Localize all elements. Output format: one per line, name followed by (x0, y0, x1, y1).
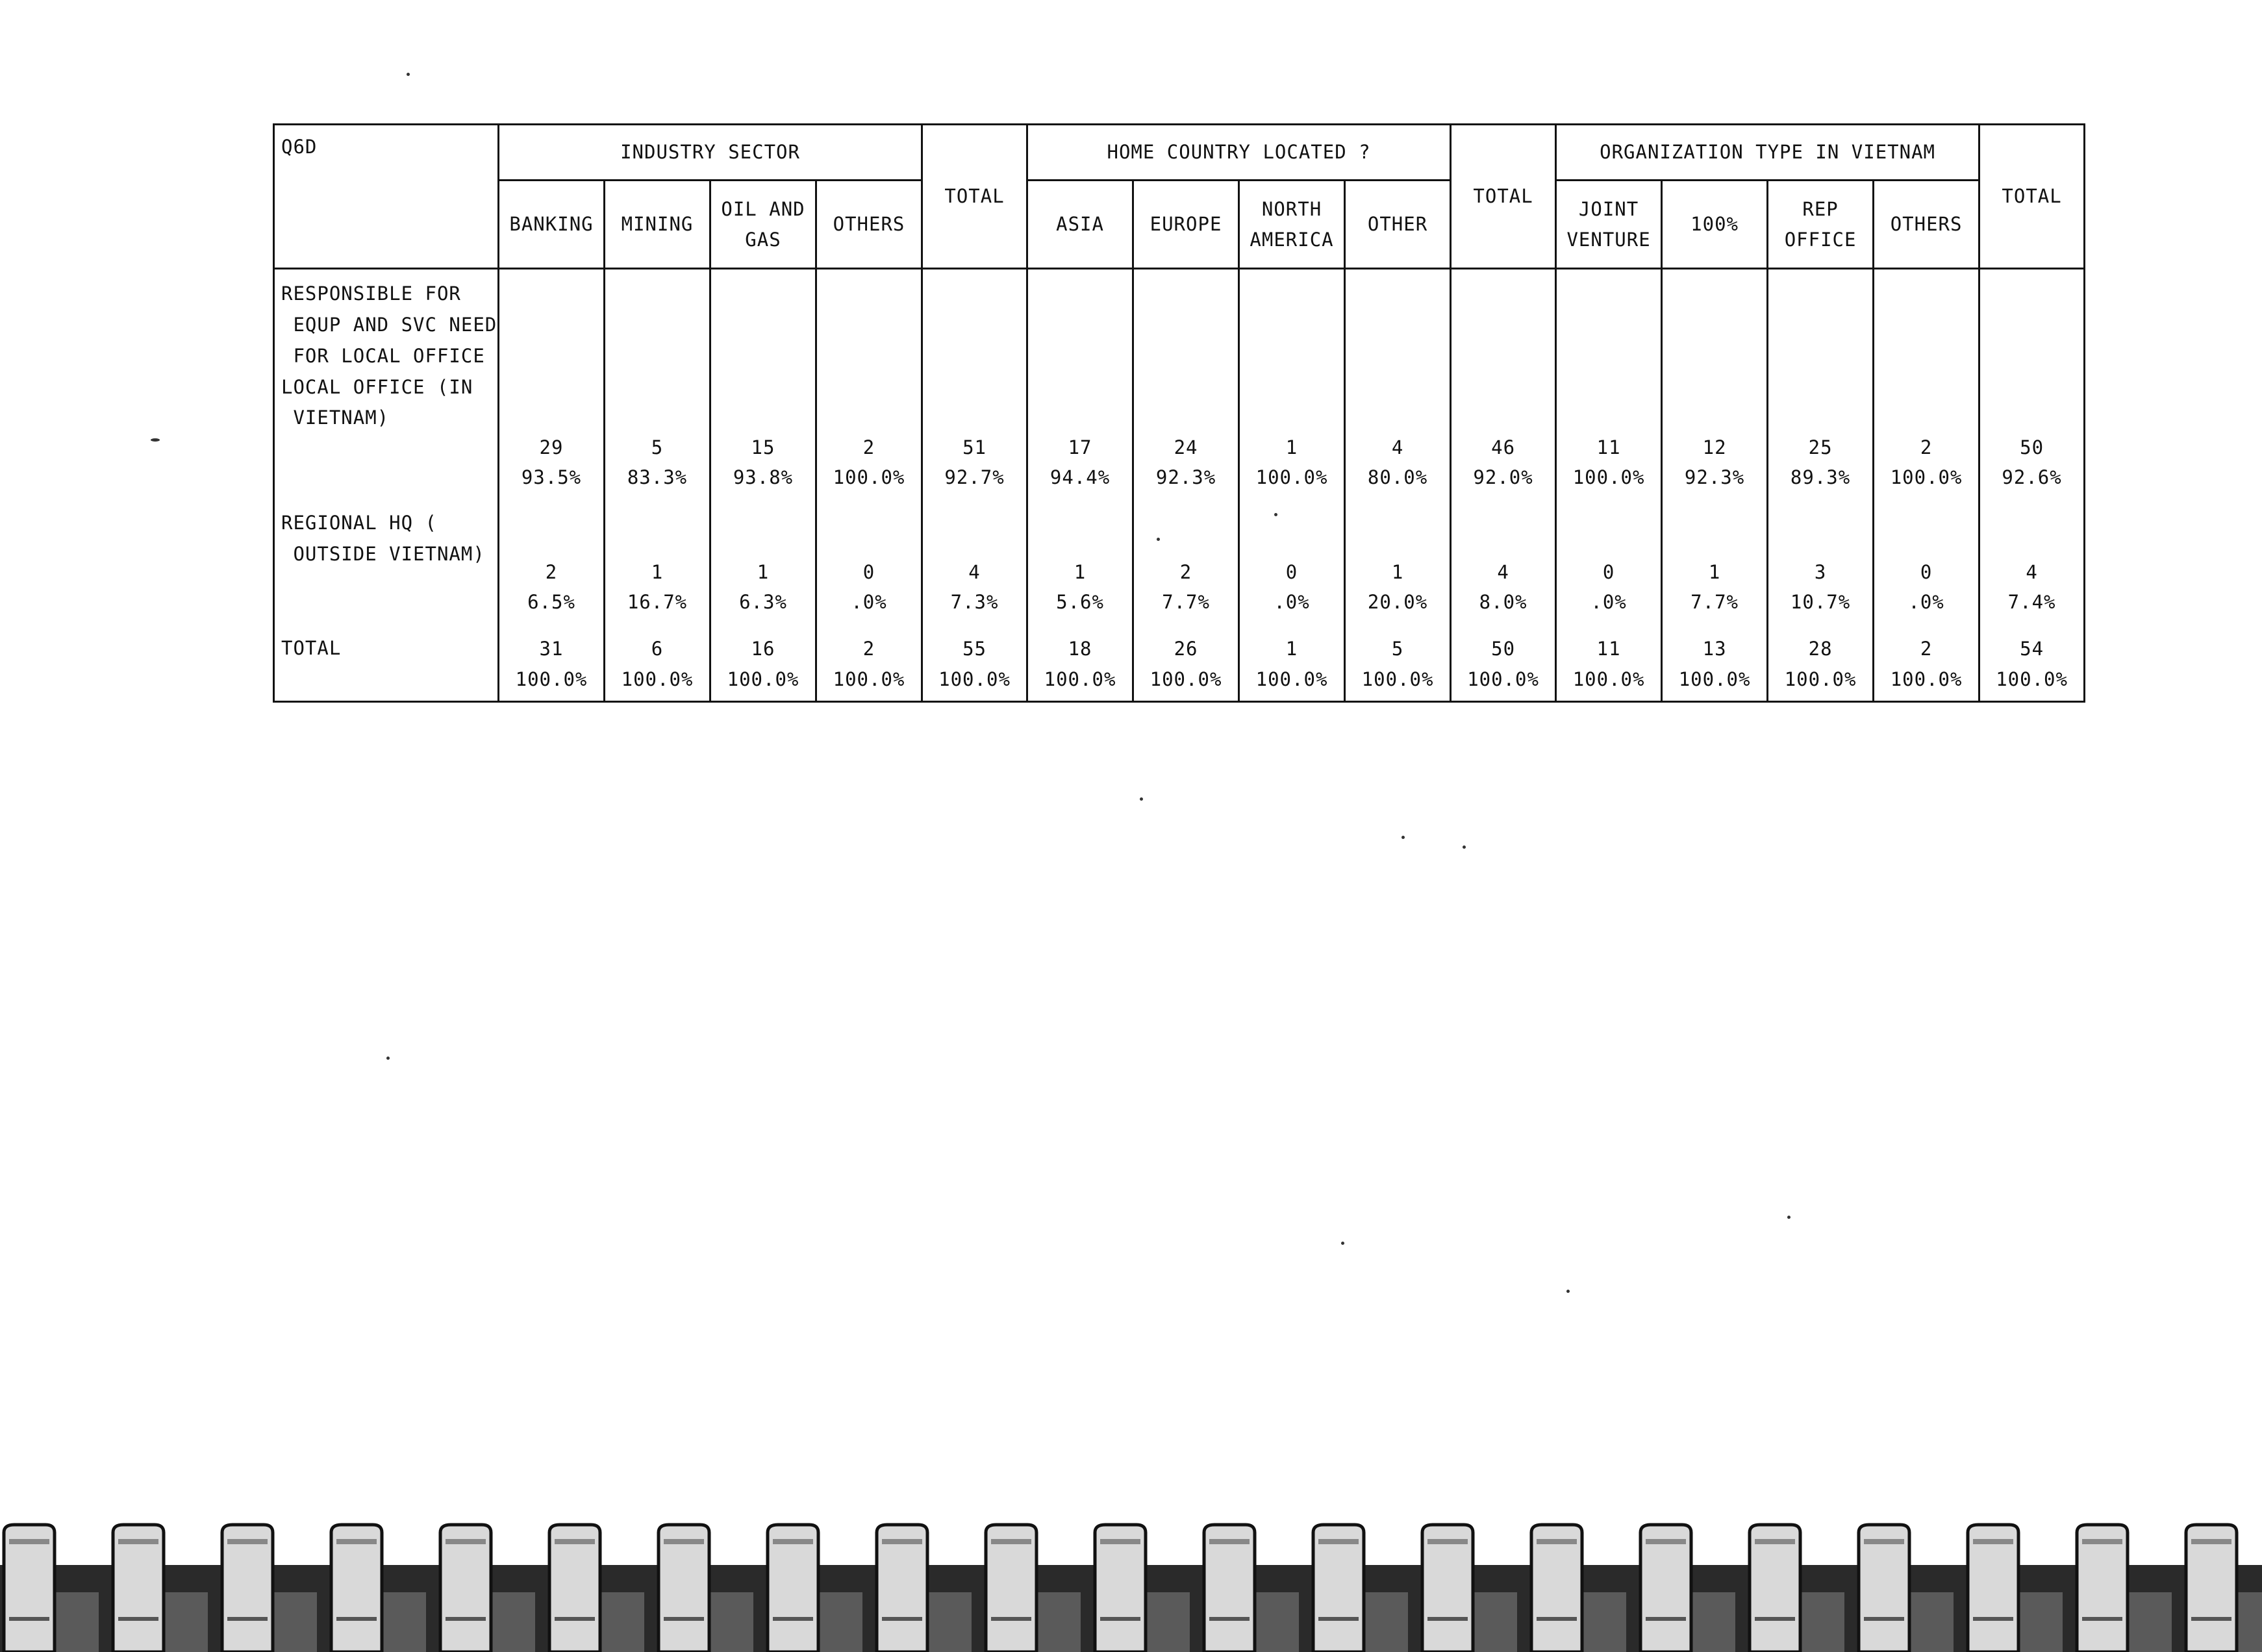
spiral-binding (0, 1520, 2262, 1652)
binding-ring-edge (1646, 1617, 1686, 1621)
binding-ring-edge (991, 1617, 1031, 1621)
data-cell (499, 624, 605, 702)
column-header-rep-office: REP OFFICE (1768, 181, 1874, 269)
binding-ring-edge (1318, 1617, 1359, 1621)
binding-ring-shadow (664, 1539, 704, 1544)
binding-ring-shadow (227, 1539, 268, 1544)
cell-count: 2 (545, 561, 558, 584)
row-label-line: REGIONAL HQ ( (281, 512, 437, 534)
cell-percent: 89.3% (1790, 466, 1851, 488)
data-cell (1027, 269, 1133, 499)
cell-count: 0 (862, 561, 875, 584)
binding-ring-shadow (2082, 1539, 2122, 1544)
binding-ring-edge (118, 1617, 158, 1621)
binding-ring-edge (1973, 1617, 2013, 1621)
data-cell (605, 269, 710, 499)
cell-percent: 100.0% (1890, 466, 1963, 488)
row-label-line: EQUP AND SVC NEED (281, 313, 497, 336)
data-cell (1133, 499, 1239, 624)
binding-ring-edge (1864, 1617, 1904, 1621)
cell-count: 50 (2020, 436, 2044, 458)
cell-percent: 100.0% (1572, 466, 1645, 488)
binding-ring-shadow (1537, 1539, 1577, 1544)
cell-percent: 92.6% (2002, 466, 2062, 488)
binding-ring-edge (882, 1617, 922, 1621)
group-header-industry-sector: INDUSTRY SECTOR (499, 125, 922, 181)
column-header-europe: EUROPE (1133, 181, 1239, 269)
binding-ring-edge (336, 1617, 377, 1621)
cell-percent: 10.7% (1790, 591, 1851, 614)
cell-percent: 100.0% (833, 466, 905, 488)
binding-hole (1908, 1592, 1954, 1652)
data-cell (1662, 624, 1768, 702)
cell-percent: 100.0% (1255, 466, 1328, 488)
binding-ring-shadow (1427, 1539, 1468, 1544)
binding-hole (1799, 1592, 1844, 1652)
data-cell (1979, 269, 2085, 499)
cell-count: 2 (862, 638, 875, 660)
cell-count: 55 (962, 638, 986, 660)
scan-speck (386, 1057, 390, 1060)
row-label-line: TOTAL (281, 636, 342, 659)
cell-percent: 92.7% (944, 466, 1005, 488)
cell-count: 5 (1391, 638, 1404, 660)
cell-percent: 100.0% (1255, 668, 1328, 690)
binding-ring-shadow (336, 1539, 377, 1544)
cell-percent: 100.0% (1572, 668, 1645, 690)
cell-percent: 100.0% (621, 668, 694, 690)
data-cell (1239, 624, 1345, 702)
cell-count: 3 (1814, 561, 1827, 584)
row-label (274, 499, 499, 624)
data-cell (922, 499, 1027, 624)
data-cell (499, 499, 605, 624)
cell-count: 4 (1391, 436, 1404, 458)
row-label-line: VIETNAM) (281, 407, 390, 429)
cell-count: 1 (1285, 638, 1298, 660)
row-label-line: FOR LOCAL OFFICE (281, 344, 485, 367)
binding-ring-edge (227, 1617, 268, 1621)
table-body (274, 269, 2085, 702)
group-header-organization-type: ORGANIZATION TYPE IN VIETNAM (1556, 125, 1979, 181)
binding-hole (271, 1592, 317, 1652)
binding-hole (53, 1592, 99, 1652)
binding-ring-shadow (1318, 1539, 1359, 1544)
cell-count: 6 (651, 638, 664, 660)
binding-hole (599, 1592, 644, 1652)
cell-count: 26 (1174, 638, 1198, 660)
data-cell (816, 269, 922, 499)
cell-count: 16 (751, 638, 775, 660)
data-cell (1133, 269, 1239, 499)
cell-percent: 7.7% (1162, 591, 1210, 614)
cell-percent: 100.0% (1996, 668, 2068, 690)
cell-percent: 100.0% (1044, 668, 1116, 690)
binding-ring-edge (1755, 1617, 1795, 1621)
cell-percent: .0% (1590, 591, 1627, 614)
binding-ring-edge (1209, 1617, 1250, 1621)
data-cell (816, 624, 922, 702)
data-cell (1556, 624, 1662, 702)
cell-percent: 100.0% (833, 668, 905, 690)
cell-count: 12 (1702, 436, 1727, 458)
data-cell (1345, 624, 1451, 702)
cell-count: 0 (1285, 561, 1298, 584)
binding-ring-edge (1100, 1617, 1140, 1621)
column-header-industry-others: OTHERS (816, 181, 922, 269)
data-cell (710, 499, 816, 624)
scan-speck (1341, 1242, 1344, 1245)
column-header-100-percent: 100% (1662, 181, 1768, 269)
cell-percent: 100.0% (515, 668, 588, 690)
cell-count: 25 (1808, 436, 1833, 458)
cell-percent: 100.0% (1678, 668, 1751, 690)
binding-ring-shadow (446, 1539, 486, 1544)
cell-count: 15 (751, 436, 775, 458)
binding-hole (1472, 1592, 1517, 1652)
cell-percent: .0% (1274, 591, 1310, 614)
binding-hole (708, 1592, 753, 1652)
data-cell (1874, 499, 1979, 624)
cell-count: 1 (1391, 561, 1404, 584)
column-header-country-other: OTHER (1345, 181, 1451, 269)
binding-hole (2235, 1592, 2262, 1652)
cell-percent: 100.0% (1890, 668, 1963, 690)
cell-count: 2 (1179, 561, 1192, 584)
binding-ring-edge (2191, 1617, 2231, 1621)
cell-count: 11 (1596, 436, 1621, 458)
binding-hole (162, 1592, 208, 1652)
total-header-home-country: TOTAL (1451, 125, 1556, 269)
cell-percent: .0% (1908, 591, 1944, 614)
scan-speck (1787, 1216, 1791, 1219)
binding-ring-shadow (555, 1539, 595, 1544)
column-header-org-others: OTHERS (1874, 181, 1979, 269)
cell-count: 4 (2026, 561, 2038, 584)
cell-count: 1 (1708, 561, 1721, 584)
cell-count: 28 (1808, 638, 1833, 660)
row-label (274, 269, 499, 499)
binding-ring-shadow (1864, 1539, 1904, 1544)
column-header-banking: BANKING (499, 181, 605, 269)
data-cell (922, 624, 1027, 702)
scan-speck (1140, 797, 1143, 801)
crosstab-table (273, 123, 2085, 703)
cell-count: 1 (651, 561, 664, 584)
cell-percent: 6.5% (527, 591, 575, 614)
cell-percent: 20.0% (1367, 591, 1428, 614)
data-cell (1345, 499, 1451, 624)
cell-percent: 93.5% (521, 466, 582, 488)
binding-hole (490, 1592, 535, 1652)
cell-percent: 93.8% (733, 466, 794, 488)
cell-count: 1 (1074, 561, 1087, 584)
data-cell (1979, 499, 2085, 624)
data-cell (1979, 624, 2085, 702)
cell-count: 18 (1068, 638, 1092, 660)
data-cell (1451, 269, 1556, 499)
total-header-organization-type: TOTAL (1979, 125, 2085, 269)
cell-count: 24 (1174, 436, 1198, 458)
binding-ring-edge (9, 1617, 49, 1621)
cell-percent: 100.0% (1467, 668, 1539, 690)
data-cell (1451, 624, 1556, 702)
data-cell (1662, 499, 1768, 624)
row-label-line: OUTSIDE VIETNAM) (281, 543, 485, 566)
cell-percent: 100.0% (727, 668, 799, 690)
data-cell (1768, 499, 1874, 624)
data-cell (1451, 499, 1556, 624)
data-cell (605, 624, 710, 702)
row-label-line: RESPONSIBLE FOR (281, 282, 461, 305)
binding-hole (2126, 1592, 2172, 1652)
binding-ring-shadow (1646, 1539, 1686, 1544)
cell-percent: 7.3% (950, 591, 999, 614)
binding-hole (1581, 1592, 1626, 1652)
cell-percent: 92.0% (1473, 466, 1533, 488)
cell-count: 46 (1491, 436, 1516, 458)
scan-speck (407, 73, 410, 76)
binding-ring-shadow (1209, 1539, 1250, 1544)
data-cell (710, 624, 816, 702)
cell-count: 50 (1491, 638, 1516, 660)
table-row (274, 269, 2085, 499)
total-header-industry: TOTAL (922, 125, 1027, 269)
cell-percent: 16.7% (627, 591, 688, 614)
column-header-oil-and-gas: OIL AND GAS (710, 181, 816, 269)
cell-percent: 92.3% (1155, 466, 1216, 488)
data-cell (1027, 499, 1133, 624)
cell-count: 1 (757, 561, 770, 584)
scan-speck (151, 438, 160, 442)
binding-hole (1035, 1592, 1081, 1652)
binding-ring-edge (1537, 1617, 1577, 1621)
cell-count: 0 (1602, 561, 1615, 584)
data-cell (1239, 499, 1345, 624)
cell-count: 2 (1920, 436, 1933, 458)
column-header-mining: MINING (605, 181, 710, 269)
data-cell (710, 269, 816, 499)
binding-ring-edge (664, 1617, 704, 1621)
cell-percent: 100.0% (938, 668, 1011, 690)
scan-speck (1274, 513, 1277, 516)
binding-ring-edge (2082, 1617, 2122, 1621)
data-cell (1239, 269, 1345, 499)
binding-ring-edge (1427, 1617, 1468, 1621)
data-cell (816, 499, 922, 624)
cell-count: 4 (968, 561, 981, 584)
data-cell (1133, 624, 1239, 702)
table-row (274, 624, 2085, 702)
scan-speck (1463, 845, 1466, 849)
cell-percent: 83.3% (627, 466, 688, 488)
cell-count: 13 (1702, 638, 1727, 660)
binding-ring-shadow (882, 1539, 922, 1544)
data-cell (1345, 269, 1451, 499)
binding-hole (1363, 1592, 1408, 1652)
column-header-joint-venture: JOINT VENTURE (1556, 181, 1662, 269)
cell-percent: 5.6% (1056, 591, 1104, 614)
binding-ring-shadow (773, 1539, 813, 1544)
data-cell (1027, 624, 1133, 702)
column-header-asia: ASIA (1027, 181, 1133, 269)
cell-count: 1 (1285, 436, 1298, 458)
data-cell (1556, 499, 1662, 624)
cell-count: 29 (539, 436, 564, 458)
cell-percent: 100.0% (1361, 668, 1434, 690)
cell-count: 31 (539, 638, 564, 660)
binding-ring-shadow (9, 1539, 49, 1544)
binding-ring-shadow (2191, 1539, 2231, 1544)
binding-ring-shadow (991, 1539, 1031, 1544)
cell-count: 4 (1497, 561, 1509, 584)
row-label-line: LOCAL OFFICE (IN (281, 375, 473, 398)
cell-count: 11 (1596, 638, 1621, 660)
cell-percent: 7.7% (1690, 591, 1739, 614)
binding-ring-shadow (1755, 1539, 1795, 1544)
column-header-north-america: NORTH AMERICA (1239, 181, 1345, 269)
cell-count: 54 (2020, 638, 2044, 660)
binding-ring-shadow (118, 1539, 158, 1544)
binding-hole (1690, 1592, 1735, 1652)
binding-hole (2017, 1592, 2063, 1652)
cell-count: 0 (1920, 561, 1933, 584)
row-label (274, 624, 499, 702)
binding-hole (1253, 1592, 1299, 1652)
cell-percent: 100.0% (1784, 668, 1857, 690)
data-cell (1768, 624, 1874, 702)
table-row (274, 499, 2085, 624)
question-id: Q6D (274, 125, 499, 269)
cell-percent: 100.0% (1150, 668, 1222, 690)
cell-count: 17 (1068, 436, 1092, 458)
cell-percent: 7.4% (2007, 591, 2056, 614)
binding-ring-edge (555, 1617, 595, 1621)
cell-percent: 94.4% (1049, 466, 1111, 488)
binding-ring-shadow (1100, 1539, 1140, 1544)
data-cell (1768, 269, 1874, 499)
data-cell (605, 499, 710, 624)
cell-count: 51 (962, 436, 986, 458)
binding-ring-edge (773, 1617, 813, 1621)
scan-speck (1401, 836, 1405, 839)
data-cell (499, 269, 605, 499)
data-cell (1556, 269, 1662, 499)
scan-speck (1157, 538, 1160, 541)
binding-hole (817, 1592, 862, 1652)
binding-ring-edge (446, 1617, 486, 1621)
cell-percent: 6.3% (739, 591, 787, 614)
binding-hole (381, 1592, 426, 1652)
cell-percent: .0% (851, 591, 887, 614)
cell-count: 2 (1920, 638, 1933, 660)
group-header-home-country: HOME COUNTRY LOCATED ? (1027, 125, 1451, 181)
scan-speck (1566, 1290, 1570, 1293)
cell-percent: 80.0% (1367, 466, 1428, 488)
binding-ring-shadow (1973, 1539, 2013, 1544)
cell-count: 2 (862, 436, 875, 458)
binding-hole (926, 1592, 972, 1652)
data-cell (1874, 269, 1979, 499)
cell-percent: 92.3% (1684, 466, 1745, 488)
binding-hole (1144, 1592, 1190, 1652)
data-cell (1874, 624, 1979, 702)
data-cell (922, 269, 1027, 499)
data-cell (1662, 269, 1768, 499)
cell-percent: 8.0% (1479, 591, 1527, 614)
cell-count: 5 (651, 436, 664, 458)
